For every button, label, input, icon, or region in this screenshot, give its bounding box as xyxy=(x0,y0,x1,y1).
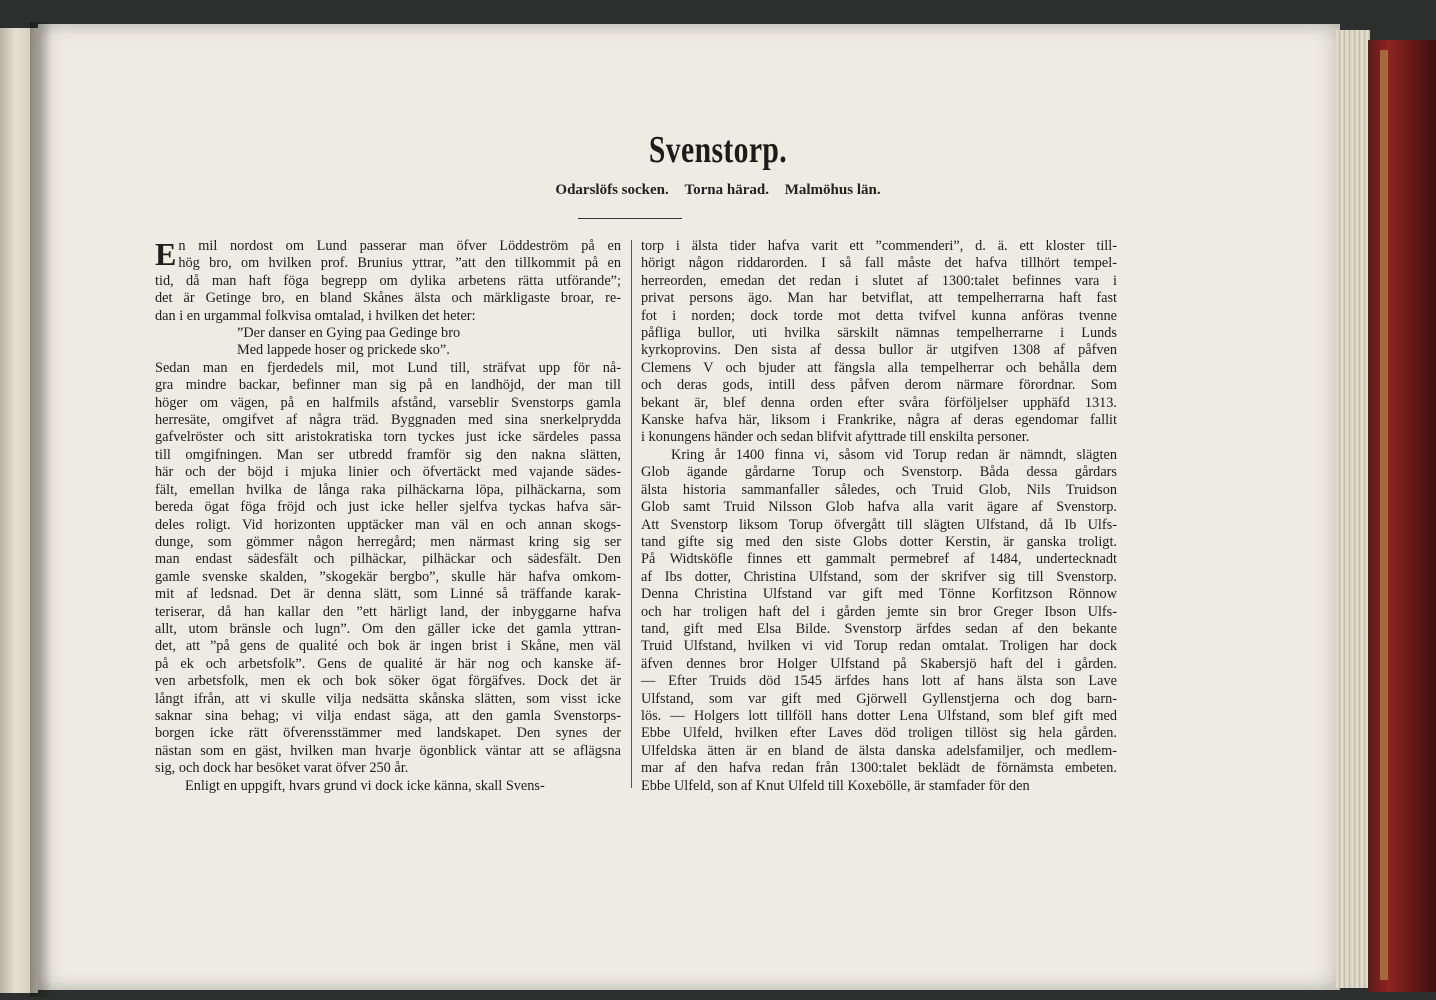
text-line: Sedan man en fjerdedels mil, mot Lund till, sträfvat upp för nå- xyxy=(155,359,621,376)
text-line: Ebbe Ulfeld, son af Knut Ulfeld till Koxebölle, är stamfader för den xyxy=(641,777,1030,794)
text-line: Clemens V och bjuder att fängsla alla tempelherrar och behålla dem xyxy=(641,359,1117,376)
text-line: Glob ägande gårdarne Torup och Svenstorp. Båda dessa gårdars xyxy=(641,464,1117,481)
text-line: saknar sina behag; vi vilja endast säga, att den gamla Svenstorps- xyxy=(155,707,621,724)
parish-label: Odarslöfs socken. xyxy=(555,182,669,198)
text-line: det, att ”på gens de qualité och bok är ingen brist i Skåne, men väl xyxy=(155,638,621,655)
text-line: man endast sädesfält och pilhäckar, pilhäckar och sädesfält. Den xyxy=(155,551,621,568)
text-line: herreorden, emedan det redan i slutet af 1300:talet befinnes vara i xyxy=(641,272,1117,289)
text-line: och har troligen haft del i gården jemte sin bror Greger Ibson Ulfs- xyxy=(641,603,1117,620)
text-line: gra mindre backar, befinner man sig på en landhöjd, der man till xyxy=(155,377,621,394)
text-line: Denna Christina Ulfstand var gift med Tönne Korfitzson Rönnow xyxy=(641,586,1117,603)
text-line: bekant är, blef denna orden efter svåra förföljelser upphäfd 1313. xyxy=(641,394,1117,411)
text-line: bereda ögat föga fröjd och just icke heller sjelfva tyckas hafva sär- xyxy=(155,499,621,516)
text-line: mit af ledsnad. Det är denna slätt, som Linné så träffande karak- xyxy=(155,586,621,603)
text-line: Kanske hafva här, liksom i Frankrike, några af deras egendomar fallit xyxy=(641,412,1117,429)
text-line: Ulfstand, som var gift med Gjörwell Gyllenstjerna och dog barn- xyxy=(641,690,1117,707)
text-line: det är Getinge bro, en bland Skånes älsta och märkligaste broar, re- xyxy=(155,290,621,307)
text-line: gamle svenske skalden, ”skogekär bergbo”, skulle här hafva omkom- xyxy=(155,568,621,585)
text-line: Glob samt Truid Nilsson Glob hafva alla varit ägare af Svenstorp. xyxy=(641,499,1117,516)
text-line: mar af den hafva redan från 1300:talet beklädt de förnämsta embeten. xyxy=(641,760,1117,777)
text-line: deles roligt. Vid horizonten upptäcker man väl en och annan skogs- xyxy=(155,516,621,533)
district-label: Torna härad. xyxy=(684,182,769,198)
right-column-text xyxy=(641,238,1117,795)
text-line: n mil nordost om Lund passerar man öfver Löddeström på en xyxy=(178,238,621,254)
text-line: tid, då man haft föga begrepp om dylika arbetens rätta utförande”; xyxy=(155,272,621,289)
left-column-text xyxy=(155,238,621,795)
text-line: borgen icke rätt öfverensstämmer med landskapet. Den synes der xyxy=(155,725,621,742)
text-line: Kring år 1400 finna vi, såsom vid Torup redan är nämndt, slägten xyxy=(671,446,1117,463)
text-line: långt ifrån, att vi skulle vilja nedsätta skånska slätten, som visst icke xyxy=(155,690,621,707)
text-line: Ulfeldska ätten är en bland de älsta danska adelsfamiljer, och medlem- xyxy=(641,742,1117,759)
text-line: hörigt någon riddarorden. I så fall måste det hafva tillhört tempel- xyxy=(641,255,1117,272)
text-line: Truid Ulfstand, hvilken vi vid Torup redan omtalat. Troligen har dock xyxy=(641,638,1117,655)
text-line: nästan som en gäst, hvilken man hvarje ögonblick väntar att se aflägsna xyxy=(155,742,621,759)
text-line: fot i norden; dock torde mot detta tvifvel kunna anföras tvenne xyxy=(641,307,1117,324)
text-line: Att Svenstorp liksom Torup öfvergått till slägten Ulfstand, då Ib Ulfs- xyxy=(641,516,1117,533)
text-line: privat persons ägo. Man har betviflat, att tempelherrarna haft fast xyxy=(641,290,1117,307)
text-line: på ek och arbetsfolk”. Gens de qualité är här nog och kanske äf- xyxy=(155,655,621,672)
text-line: Ebbe Ulfeld, hvilken efter Laves död troligen tillöst sig hela gården. xyxy=(641,725,1117,742)
text-line: och deras gods, intill dess påfven derom närmare förordnar. Som xyxy=(641,377,1117,394)
text-line: tand, gift med Elsa Bilde. Svenstorp ärfdes sedan af den bekante xyxy=(641,620,1117,637)
title-rule xyxy=(578,218,682,219)
text-line: Enligt en uppgift, hvars grund vi dock icke känna, skall Svens- xyxy=(185,777,545,794)
text-line: till omgifningen. Man ser utbredd framför sig den nakna slätten, xyxy=(155,446,621,463)
text-line: På Widtsköfle finnes ett gammalt permebref af 1484, undertecknadt xyxy=(641,551,1117,568)
drop-cap: E xyxy=(155,236,177,272)
text-line: allt, utom bränsle och lugn”. Om den gäller icke det gamla yttran- xyxy=(155,620,621,637)
text-line: ”Der danser en Gying paa Gedinge bro xyxy=(237,325,461,342)
text-line: — Efter Truids död 1545 ärfdes hans lott af hans älsta son Lave xyxy=(641,673,1117,690)
text-line: sig, och dock har besöket varat öfver 250 år. xyxy=(155,760,409,777)
text-line: hög bro, om hvilken prof. Brunius yttrar, ”att den tillkommit på en xyxy=(178,255,621,272)
text-line: herresäte, omgifvet af några träd. Byggnaden med sina snerkelprydda xyxy=(155,412,621,429)
text-line: ven arbetsfolk, men ek och bok söker ögat förgäfves. Dock det är xyxy=(155,673,621,690)
text-line: fält, emellan hvilka de långa raka pilhäckarna löpa, pilhäckarna, som xyxy=(155,481,621,498)
county-label: Malmöhus län. xyxy=(784,182,881,198)
page-title: Svenstorp. xyxy=(648,129,788,171)
spine-shadow xyxy=(30,22,52,997)
text-line: älsta historia sammanfaller således, och Truid Glob, Nils Truidson xyxy=(641,481,1117,498)
text-line: lös. — Holgers lott tillföll hans dotter Lena Ulfstand, som blef gift med xyxy=(641,707,1117,724)
text-line: Med lappede hoser og prickede sko”. xyxy=(237,342,450,359)
text-line: torp i älsta tider hafva varit ett ”commenderi”, d. ä. ett kloster till- xyxy=(641,238,1117,254)
text-line: höger om vägen, på en halfmils afstånd, varseblir Svenstorps gamla xyxy=(155,394,621,411)
text-line: tand gifte sig med den siste Globs dotter Kerstin, är ganska troligt. xyxy=(641,533,1117,550)
column-divider xyxy=(631,240,632,788)
page-stack-edge xyxy=(1336,30,1370,988)
text-line: kyrkoprovins. Den sista af dessa bullor är utgifven 1308 af påfven xyxy=(641,342,1117,359)
text-line: gafvelröster och sitt aristokratiska torn tyckes just icke särdeles passa xyxy=(155,429,621,446)
text-line: dan i en urgammal folkvisa omtalad, i hvilken det heter: xyxy=(155,307,476,324)
text-line: af Ibs dotter, Christina Ulfstand, som der skrifver sig till Svenstorp. xyxy=(641,568,1117,585)
text-line: påfliga bullor, uti hvilka särskilt nämnas tempelherrarne i Lunds xyxy=(641,325,1117,342)
text-line: äfven dennes bror Holger Ulfstand på Skabersjö haft del i gården. xyxy=(641,655,1117,672)
text-line: teriserar, då han kallar den ”ett härligt land, der inbyggarne hafva xyxy=(155,603,621,620)
right-column xyxy=(641,238,1117,795)
text-line: här och der böjd i mjuka linier och öfvertäckt med vajande sädes- xyxy=(155,464,621,481)
text-line: i konungens händer och sedan blifvit afyttrade till enskilta personer. xyxy=(641,429,1030,446)
text-line: dunge, som gömmer någon herregård; men närmast kring sig ser xyxy=(155,533,621,550)
page-subtitle xyxy=(0,182,1436,199)
left-column xyxy=(155,238,621,795)
